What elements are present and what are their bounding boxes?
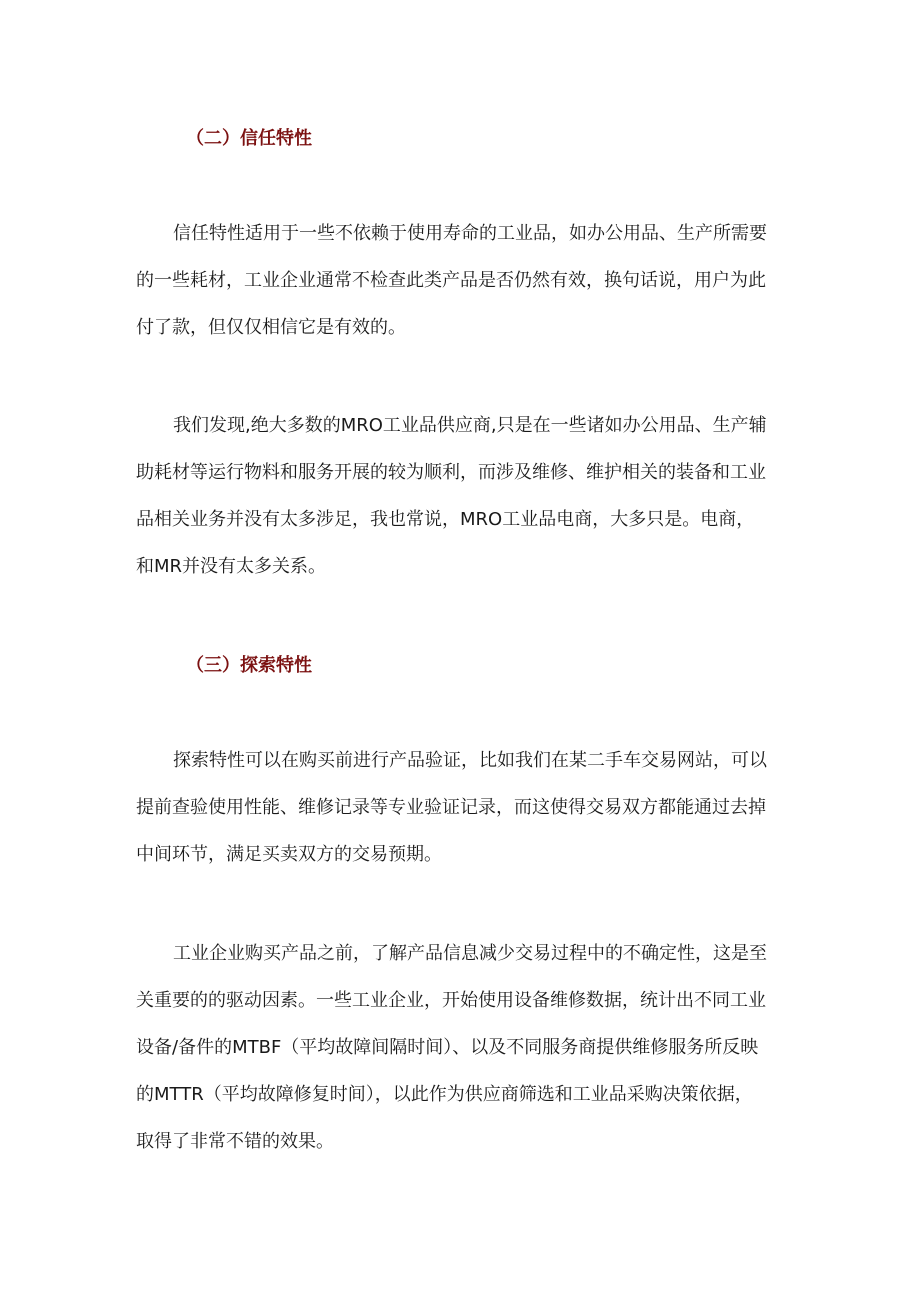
paragraph-line: 我们发现,绝大多数的MRO工业品供应商,只是在一些诸如办公用品、生产辅	[173, 415, 767, 436]
paragraph-line: 付了款，但仅仅相信它是有效的。	[136, 317, 406, 338]
paragraph-line: 的MTTR（平均故障修复时间），以此作为供应商筛选和工业品采购决策依据，	[136, 1084, 753, 1105]
paragraph-line: 和MR并没有太多关系。	[136, 556, 327, 577]
paragraph-line: 设备/备件的MTBF（平均故障间隔时间）、以及不同服务商提供维修服务所反映	[136, 1037, 759, 1058]
paragraph-line: 中间环节，满足买卖双方的交易预期。	[136, 844, 442, 865]
paragraph-line: 品相关业务并没有太多涉足，我也常说，MRO工业品电商，大多只是。电商，	[136, 509, 755, 530]
paragraph-line: 取得了非常不错的效果。	[136, 1131, 334, 1152]
paragraph-exploration-definition	[136, 737, 790, 878]
section-heading-trust: （二）信任特性	[186, 128, 312, 149]
paragraph-line: 信任特性适用于一些不依赖于使用寿命的工业品，如办公用品、生产所需要	[173, 223, 767, 244]
paragraph-trust-definition	[136, 210, 790, 351]
paragraph-line: 探索特性可以在购买前进行产品验证，比如我们在某二手车交易网站，可以	[173, 750, 767, 771]
section-heading-exploration: （三）探索特性	[186, 655, 312, 676]
paragraph-line: 关重要的的驱动因素。一些工业企业，开始使用设备维修数据，统计出不同工业	[136, 990, 766, 1011]
paragraph-line: 提前查验使用性能、维修记录等专业验证记录，而这使得交易双方都能通过去掉	[136, 797, 766, 818]
paragraph-maintenance-data	[136, 930, 790, 1165]
paragraph-mro-suppliers	[136, 402, 790, 590]
paragraph-line: 的一些耗材，工业企业通常不检查此类产品是否仍然有效，换句话说，用户为此	[136, 270, 766, 291]
paragraph-line: 工业企业购买产品之前，了解产品信息减少交易过程中的不确定性，这是至	[173, 943, 767, 964]
paragraph-line: 助耗材等运行物料和服务开展的较为顺利，而涉及维修、维护相关的装备和工业	[136, 462, 766, 483]
